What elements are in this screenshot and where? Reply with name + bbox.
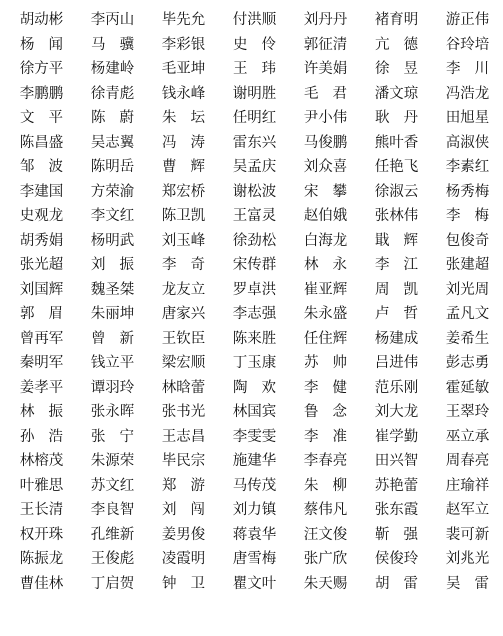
name-cell: 唐家兴 bbox=[161, 306, 206, 322]
name-cell: 崔学勤 bbox=[374, 428, 419, 445]
name-cell: 陈明岳 bbox=[90, 159, 135, 175]
name-cell: 游正伟 bbox=[445, 12, 490, 28]
name-cell: 王俊彪 bbox=[90, 551, 135, 567]
name-cell: 曹佳林 bbox=[19, 575, 64, 592]
name-cell: 方荣渝 bbox=[90, 183, 135, 200]
name-cell: 毕民宗 bbox=[161, 453, 206, 469]
name-cell: 林永 bbox=[304, 257, 361, 273]
name-cell: 毕先允 bbox=[161, 12, 206, 28]
name-cell: 李春亮 bbox=[303, 453, 348, 469]
name-cell: 田兴智 bbox=[374, 453, 419, 469]
name-cell: 李良智 bbox=[90, 502, 135, 518]
name-cell: 周春亮 bbox=[445, 453, 490, 469]
name-cell: 郑宏桥 bbox=[161, 183, 206, 200]
name-cell: 谷玲培 bbox=[445, 36, 490, 53]
name-cell: 毛君 bbox=[304, 85, 361, 102]
name-cell: 邹波 bbox=[20, 159, 77, 175]
name-cell: 孔维新 bbox=[90, 526, 135, 543]
name-cell: 张宁 bbox=[91, 428, 148, 445]
name-cell: 李建国 bbox=[19, 183, 64, 200]
name-cell: 徐淑云 bbox=[374, 183, 419, 200]
name-cell: 钱立平 bbox=[90, 355, 135, 371]
name-cell: 卢哲 bbox=[375, 306, 432, 322]
name-cell: 冯浩龙 bbox=[445, 85, 490, 102]
name-cell: 权开珠 bbox=[19, 526, 64, 543]
name-cell: 马传茂 bbox=[232, 477, 277, 494]
name-cell: 付洪顺 bbox=[232, 12, 277, 28]
name-cell: 许美娟 bbox=[303, 61, 348, 77]
name-cell: 白海龙 bbox=[303, 232, 348, 249]
name-cell: 王翠玲 bbox=[445, 404, 490, 420]
name-cell: 彭志勇 bbox=[445, 355, 490, 371]
name-cell: 范乐刚 bbox=[374, 379, 419, 396]
name-cell: 任艳飞 bbox=[374, 159, 419, 175]
name-cell: 杨闻 bbox=[20, 36, 77, 53]
name-cell: 徐昱 bbox=[375, 61, 432, 77]
name-cell: 亢德 bbox=[375, 36, 432, 53]
name-cell: 包俊奇 bbox=[445, 232, 490, 249]
name-cell: 李江 bbox=[375, 257, 432, 273]
name-cell: 朱天赐 bbox=[303, 575, 348, 592]
name-cell: 徐方平 bbox=[19, 61, 64, 77]
name-cell: 李素红 bbox=[445, 159, 490, 175]
name-cell: 谢明胜 bbox=[232, 85, 277, 102]
name-cell: 谭羽玲 bbox=[90, 379, 135, 396]
name-cell: 李文红 bbox=[90, 208, 135, 224]
name-cell: 史伶 bbox=[233, 36, 290, 53]
name-cell: 刘玉峰 bbox=[161, 232, 206, 249]
name-cell: 苏艳蕾 bbox=[374, 477, 419, 494]
name-cell: 李志强 bbox=[232, 306, 277, 322]
name-cell: 王富灵 bbox=[232, 208, 277, 224]
name-cell: 钟卫 bbox=[162, 575, 219, 592]
name-cell: 蔡伟凡 bbox=[303, 502, 348, 518]
name-cell: 汪文俊 bbox=[303, 526, 348, 543]
name-cell: 陈卫凯 bbox=[161, 208, 206, 224]
name-cell: 吴雷 bbox=[446, 575, 503, 592]
name-cell: 苏帅 bbox=[304, 355, 361, 371]
name-cell: 张书光 bbox=[161, 404, 206, 420]
name-cell: 李准 bbox=[304, 428, 361, 445]
name-cell: 姜希生 bbox=[445, 330, 490, 347]
name-cell: 耿丹 bbox=[375, 110, 432, 126]
name-cell: 史观龙 bbox=[19, 208, 64, 224]
name-cell: 张广欣 bbox=[303, 551, 348, 567]
name-cell: 吴孟庆 bbox=[232, 159, 277, 175]
name-cell: 李奇 bbox=[162, 257, 219, 273]
name-cell: 胡秀娟 bbox=[19, 232, 64, 249]
name-cell: 褚育明 bbox=[374, 12, 419, 28]
name-cell: 张建超 bbox=[445, 257, 490, 273]
name-cell: 朱柳 bbox=[304, 477, 361, 494]
name-cell: 赵伯娥 bbox=[303, 208, 348, 224]
name-cell: 毛亚坤 bbox=[161, 61, 206, 77]
name-cell: 任住辉 bbox=[303, 330, 348, 347]
name-cell: 李川 bbox=[446, 61, 503, 77]
name-cell: 朱源荣 bbox=[90, 453, 135, 469]
name-cell: 王长清 bbox=[19, 502, 64, 518]
name-cell: 马俊鹏 bbox=[303, 134, 348, 151]
name-cell: 巫立承 bbox=[445, 428, 490, 445]
name-cell: 罗卓洪 bbox=[232, 281, 277, 298]
name-cell: 崔亚辉 bbox=[303, 281, 348, 298]
name-cell: 朱坛 bbox=[162, 110, 219, 126]
name-cell: 刘众喜 bbox=[303, 159, 348, 175]
name-cell: 李雯雯 bbox=[232, 428, 277, 445]
name-cell: 文平 bbox=[20, 110, 77, 126]
name-cell: 丁启贺 bbox=[90, 575, 135, 592]
name-cell: 任明红 bbox=[232, 110, 277, 126]
name-cell: 杨建成 bbox=[374, 330, 419, 347]
name-cell: 李丙山 bbox=[90, 12, 135, 28]
name-cell: 胡雷 bbox=[375, 575, 432, 592]
name-cell: 林国宾 bbox=[232, 404, 277, 420]
name-cell: 徐劲松 bbox=[232, 232, 277, 249]
name-cell: 林晗蕾 bbox=[161, 379, 206, 396]
name-cell: 陈来胜 bbox=[232, 330, 277, 347]
name-cell: 刘大龙 bbox=[374, 404, 419, 420]
name-cell: 曹辉 bbox=[162, 159, 219, 175]
name-cell: 魏圣桀 bbox=[90, 281, 135, 298]
name-cell: 侯俊玲 bbox=[374, 551, 419, 567]
name-cell: 张永晖 bbox=[90, 404, 135, 420]
name-cell: 吴志翼 bbox=[90, 134, 135, 151]
name-cell: 姜孝平 bbox=[19, 379, 64, 396]
name-cell: 刘丹丹 bbox=[303, 12, 348, 28]
name-cell: 梁宏顺 bbox=[161, 355, 206, 371]
name-cell: 李鹏鹏 bbox=[19, 85, 64, 102]
name-cell: 林振 bbox=[20, 404, 77, 420]
name-cell: 李彩银 bbox=[161, 36, 206, 53]
name-cell: 郭征清 bbox=[303, 36, 348, 53]
name-cell: 熊叶香 bbox=[374, 134, 419, 151]
name-cell: 刘兆光 bbox=[445, 551, 490, 567]
name-cell: 苏文红 bbox=[90, 477, 135, 494]
name-cell: 刘国辉 bbox=[19, 281, 64, 298]
name-cell: 裴可新 bbox=[445, 526, 490, 543]
name-cell: 刘闯 bbox=[162, 502, 219, 518]
name-cell: 龙友立 bbox=[161, 281, 206, 298]
name-cell: 杨明武 bbox=[90, 232, 135, 249]
name-cell: 凌霞明 bbox=[161, 551, 206, 567]
name-cell: 朱丽坤 bbox=[90, 306, 135, 322]
name-cell: 胡动彬 bbox=[19, 12, 64, 28]
name-cell: 杨建岭 bbox=[90, 61, 135, 77]
name-cell: 王志昌 bbox=[161, 428, 206, 445]
name-cell: 戢辉 bbox=[375, 232, 432, 249]
name-cell: 张东霞 bbox=[374, 502, 419, 518]
name-cell: 瞿文叶 bbox=[232, 575, 277, 592]
name-cell: 宋传群 bbox=[232, 257, 277, 273]
name-cell: 尹小伟 bbox=[303, 110, 348, 126]
name-cell: 霍延敏 bbox=[445, 379, 490, 396]
name-cell: 宋攀 bbox=[304, 183, 361, 200]
name-cell: 陈昌盛 bbox=[19, 134, 64, 151]
name-cell: 郭眉 bbox=[20, 306, 77, 322]
name-cell: 唐雪梅 bbox=[232, 551, 277, 567]
name-cell: 王钦臣 bbox=[161, 330, 206, 347]
name-cell: 陶欢 bbox=[233, 379, 290, 396]
name-cell: 张光超 bbox=[19, 257, 64, 273]
name-cell: 冯涛 bbox=[162, 134, 219, 151]
name-cell: 周凯 bbox=[375, 281, 432, 298]
name-cell: 刘光周 bbox=[445, 281, 490, 298]
name-cell: 谢松波 bbox=[232, 183, 277, 200]
name-cell: 李梅 bbox=[446, 208, 503, 224]
name-cell: 陈振龙 bbox=[19, 551, 64, 567]
name-cell: 郑游 bbox=[162, 477, 219, 494]
name-cell: 王玮 bbox=[233, 61, 290, 77]
name-cell: 刘力镇 bbox=[232, 502, 277, 518]
name-cell: 叶雅思 bbox=[19, 477, 64, 494]
name-cell: 曾再军 bbox=[19, 330, 64, 347]
name-cell: 陈蔚 bbox=[91, 110, 148, 126]
name-cell: 雷东兴 bbox=[232, 134, 277, 151]
name-cell: 姜男俊 bbox=[161, 526, 206, 543]
name-list-grid bbox=[6, 8, 503, 596]
name-cell: 赵军立 bbox=[445, 502, 490, 518]
name-cell: 孙浩 bbox=[20, 428, 77, 445]
name-cell: 庄瑜祥 bbox=[445, 477, 490, 494]
name-cell: 林榕茂 bbox=[19, 453, 64, 469]
name-cell: 刘振 bbox=[91, 257, 148, 273]
name-cell: 鲁念 bbox=[304, 404, 361, 420]
name-cell: 吕进伟 bbox=[374, 355, 419, 371]
name-cell: 高淑侠 bbox=[445, 134, 490, 151]
name-cell: 靳强 bbox=[375, 526, 432, 543]
name-cell: 施建华 bbox=[232, 453, 277, 469]
name-cell: 张林伟 bbox=[374, 208, 419, 224]
name-cell: 秦明军 bbox=[19, 355, 64, 371]
name-cell: 丁玉康 bbox=[232, 355, 277, 371]
name-cell: 李健 bbox=[304, 379, 361, 396]
name-cell: 杨秀梅 bbox=[445, 183, 490, 200]
name-cell: 朱永盛 bbox=[303, 306, 348, 322]
name-cell: 蒋袁华 bbox=[232, 526, 277, 543]
name-cell: 曾新 bbox=[91, 330, 148, 347]
name-cell: 孟凡文 bbox=[445, 306, 490, 322]
name-cell: 潘文琼 bbox=[374, 85, 419, 102]
name-cell: 马骥 bbox=[91, 36, 148, 53]
name-cell: 田旭星 bbox=[445, 110, 490, 126]
name-cell: 徐青彪 bbox=[90, 85, 135, 102]
name-cell: 钱永峰 bbox=[161, 85, 206, 102]
